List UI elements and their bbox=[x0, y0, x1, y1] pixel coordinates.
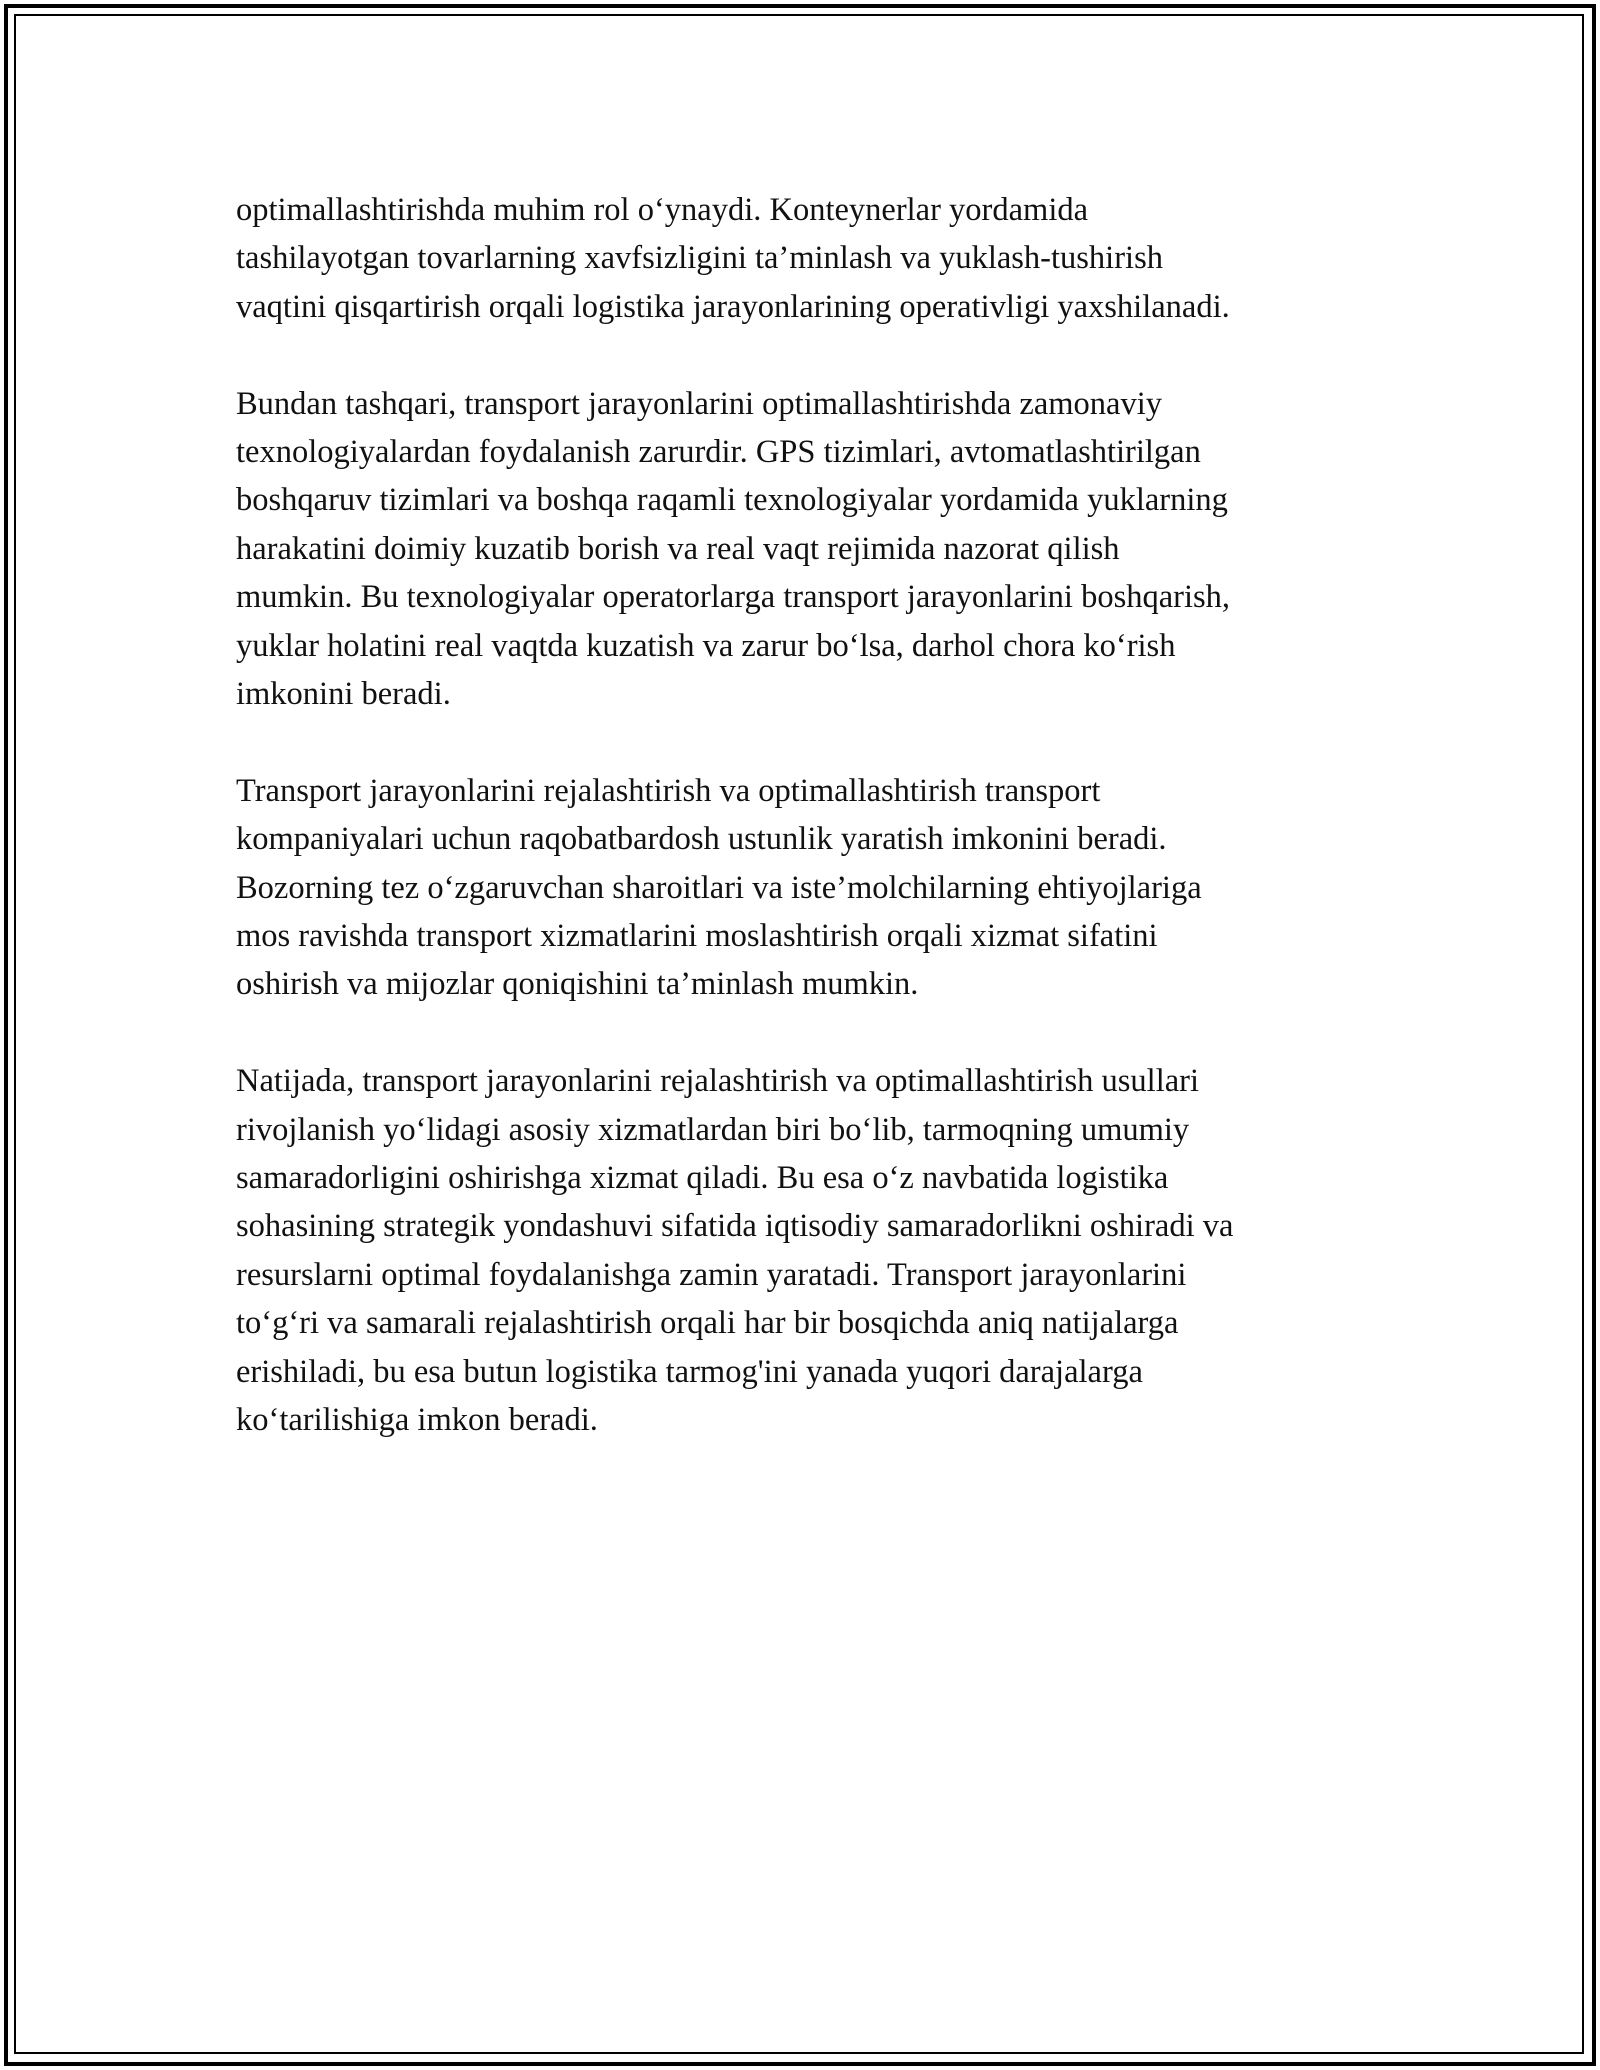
document-body bbox=[236, 186, 1372, 1445]
text-line: Bundan tashqari, transport jarayonlarini optimallashtirishda zamonaviy bbox=[236, 385, 1163, 422]
text-line: harakatini doimiy kuzatib borish va real vaqt rejimida nazorat qilish bbox=[236, 530, 1120, 567]
text-line: erishiladi, bu esa butun logistika tarmog'ini yanada yuqori darajalarga bbox=[236, 1353, 1143, 1390]
paragraph-2 bbox=[236, 380, 1372, 719]
text-line: kompaniyalari uchun raqobatbardosh ustunlik yaratish imkonini beradi. bbox=[236, 821, 1167, 858]
text-line: Bozorning tez o‘zgaruvchan sharoitlari va iste’molchilarning ehtiyojlariga bbox=[236, 869, 1202, 906]
text-line: optimallashtirishda muhim rol o‘ynaydi. Konteynerlar yordamida bbox=[236, 192, 1089, 228]
text-line: resurslarni optimal foydalanishga zamin yaratadi. Transport jarayonlarini bbox=[236, 1256, 1187, 1293]
text-line: oshirish va mijozlar qoniqishini ta’minlash mumkin. bbox=[236, 966, 919, 1003]
text-line: rivojlanish yo‘lidagi asosiy xizmatlardan biri bo‘lib, tarmoqning umumiy bbox=[236, 1111, 1190, 1148]
text-line: mumkin. Bu texnologiyalar operatorlarga transport jarayonlarini boshqarish, bbox=[236, 579, 1231, 616]
text-line: imkonini beradi. bbox=[236, 676, 451, 713]
text-line: Transport jarayonlarini rejalashtirish va optimallashtirish transport bbox=[236, 772, 1101, 809]
text-line: vaqtini qisqartirish orqali logistika jarayonlarining operativligi yaxshilanadi. bbox=[236, 288, 1230, 325]
text-line: samaradorligini oshirishga xizmat qiladi. Bu esa o‘z navbatida logistika bbox=[236, 1160, 1169, 1197]
text-line: ko‘tarilishiga imkon beradi. bbox=[236, 1402, 598, 1439]
paragraph-1 bbox=[236, 186, 1372, 331]
paragraph-4 bbox=[236, 1057, 1372, 1444]
text-line: mos ravishda transport xizmatlarini moslashtirish orqali xizmat sifatini bbox=[236, 918, 1158, 955]
text-line: sohasining strategik yondashuvi sifatida iqtisodiy samaradorlikni oshiradi va bbox=[236, 1208, 1234, 1245]
text-line: Natijada, transport jarayonlarini rejalashtirish va optimallashtirish usullari bbox=[236, 1063, 1200, 1100]
paragraph-3 bbox=[236, 767, 1372, 1009]
text-line: texnologiyalardan foydalanish zarurdir. GPS tizimlari, avtomatlashtirilgan bbox=[236, 434, 1201, 471]
text-line: boshqaruv tizimlari va boshqa raqamli texnologiyalar yordamida yuklarning bbox=[236, 482, 1228, 519]
text-line: yuklar holatini real vaqtda kuzatish va zarur bo‘lsa, darhol chora ko‘rish bbox=[236, 627, 1176, 664]
text-line: tashilayotgan tovarlarning xavfsizligini ta’minlash va yuklash-tushirish bbox=[236, 240, 1163, 277]
text-line: to‘g‘ri va samarali rejalashtirish orqali har bir bosqichda aniq natijalarga bbox=[236, 1305, 1179, 1342]
